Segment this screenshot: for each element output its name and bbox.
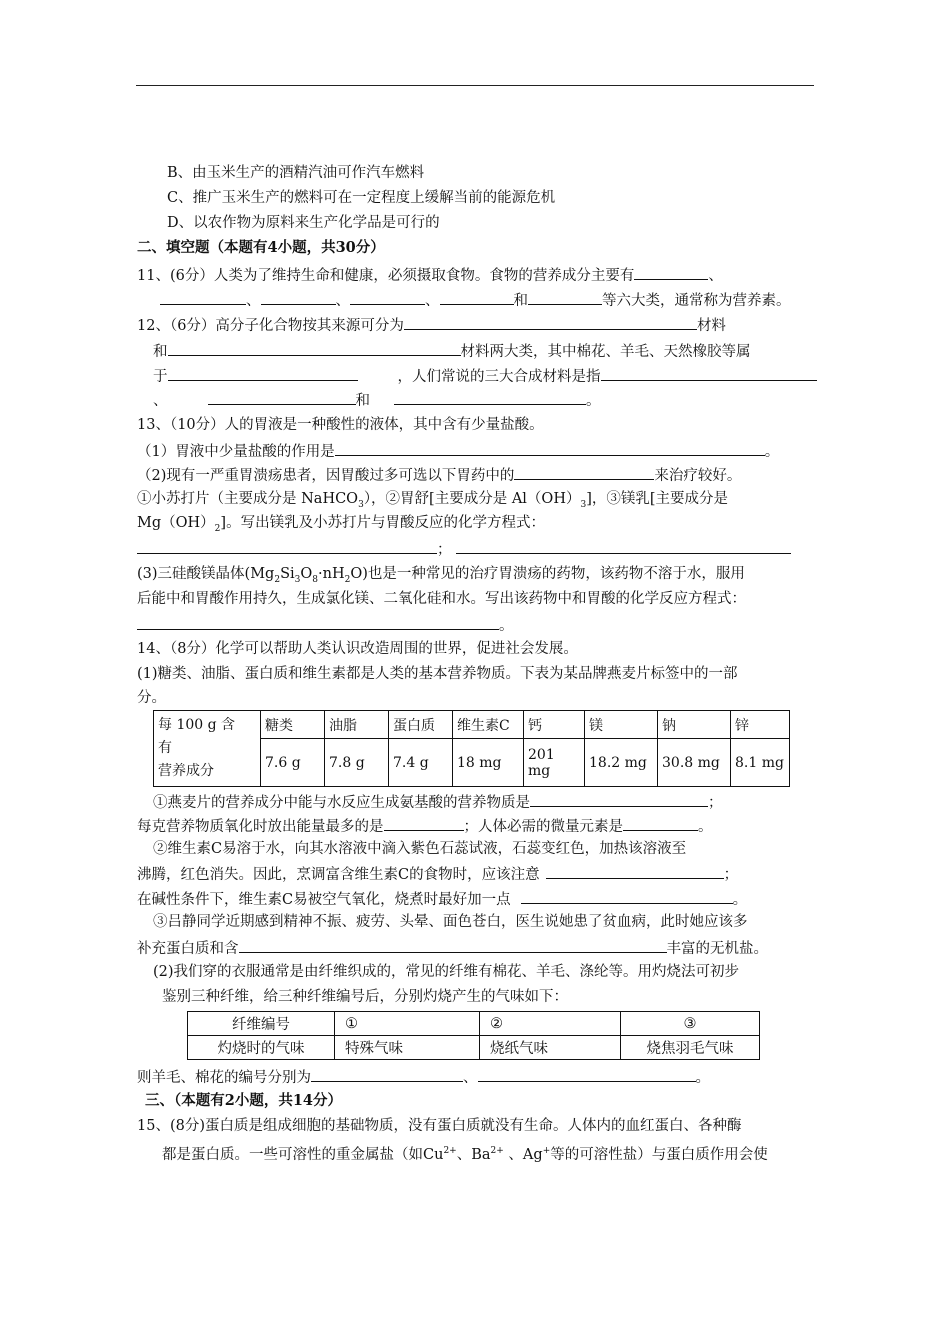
q13-p3-a: (3)三硅酸镁晶体(Mg xyxy=(137,566,275,582)
q14-s2c xyxy=(137,888,747,910)
q12-sep: 、 xyxy=(153,393,168,409)
q14-s3b xyxy=(137,937,768,959)
q14-blank-5[interactable] xyxy=(521,888,733,904)
section-3-heading: 三、（本题有2小题，共14分） xyxy=(145,1092,343,1109)
q14-blank-8[interactable] xyxy=(478,1066,696,1082)
q15-2d: 等的可溶性盐）与蛋白质作用会使 xyxy=(550,1146,768,1163)
nutrient-header: 糖类 xyxy=(261,711,325,739)
q13-blank-4[interactable] xyxy=(456,538,791,554)
q11-line1 xyxy=(137,264,723,286)
subscript: 3 xyxy=(580,499,587,510)
q15-2a: 都是蛋白质。一些可溶性的重金属盐（如Cu xyxy=(162,1146,444,1163)
nutrient-header: 维生素C xyxy=(453,711,524,739)
superscript: 2+ xyxy=(443,1146,457,1156)
q14-answer-text: 则羊毛、棉花的编号分别为 xyxy=(137,1070,311,1086)
nutrient-value: 18.2 mg xyxy=(585,739,658,787)
nutrient-value: 7.4 g xyxy=(389,739,453,787)
subscript: 2 xyxy=(214,523,221,534)
q12-blank-3[interactable] xyxy=(168,365,358,381)
q11-blank-4[interactable] xyxy=(350,289,425,305)
nutrient-value: 8.1 mg xyxy=(731,739,790,787)
q12-line4 xyxy=(153,389,601,411)
q11-blank-6[interactable] xyxy=(528,289,602,305)
q13-end: 。 xyxy=(499,618,514,634)
q13-mg-b: ]。写出镁乳及小苏打片与胃酸反应的化学方程式： xyxy=(220,515,546,531)
nutrition-table xyxy=(153,710,790,787)
q13-p2-tail: 来治疗较好。 xyxy=(654,468,742,484)
q14-semi: ； xyxy=(708,795,723,811)
q14-line1: 14、（8分）化学可以帮助人类认识改造周围的世界，促进社会发展。 xyxy=(137,641,578,657)
subscript: 2 xyxy=(274,574,281,585)
subscript: 8 xyxy=(312,574,318,585)
q14-blank-7[interactable] xyxy=(311,1066,463,1082)
fiber-cell: 烧纸气味 xyxy=(480,1036,621,1060)
q14-p2b: 鉴别三种纤维，给三种纤维编号后，分别灼烧产生的气味如下： xyxy=(162,989,568,1005)
q14-s1b xyxy=(137,815,713,837)
q13-part1 xyxy=(137,440,779,462)
nutrient-value: 7.8 g xyxy=(325,739,389,787)
q13-p2-text: （2)现有一严重胃溃疡患者，因胃酸过多可选以下胃药中的 xyxy=(137,468,515,484)
q14-s2b-text: 沸腾，红色消失。因此，烹调富含维生素C的食物时，应该注意 xyxy=(137,867,540,883)
q13-drug-b: ），②胃舒[主要成分是 Al（OH） xyxy=(363,491,581,507)
q14-blank-1[interactable] xyxy=(530,791,708,807)
q14-s3b-text: 补充蛋白质和含 xyxy=(137,941,239,957)
q15-2c: 、Ag xyxy=(503,1146,543,1163)
q13-mg xyxy=(137,513,545,539)
q11-tail: 等六大类，通常称为营养素。 xyxy=(602,293,791,309)
q11-and: 和 xyxy=(513,293,528,309)
subscript: 3 xyxy=(294,574,301,585)
subscript: 2 xyxy=(344,574,351,585)
section-2-heading: 二、填空题（本题有4小题，共30分） xyxy=(137,239,385,256)
q13-equations xyxy=(137,538,791,560)
nutrient-value: 18 mg xyxy=(453,739,524,787)
fiber-cell: 特殊气味 xyxy=(335,1036,480,1060)
q12-mid: 材料两大类，其中棉花、羊毛、天然橡胶等属 xyxy=(460,344,751,360)
q14-blank-4[interactable] xyxy=(546,863,724,879)
q12-blank-2[interactable] xyxy=(168,340,461,356)
fiber-cell: 烧焦羽毛气味 xyxy=(621,1036,760,1060)
q11-text: 11、(6分）人类为了维持生命和健康，必须摄取食物。食物的营养成分主要有 xyxy=(137,268,635,284)
q13-line1: 13、（10分）人的胃液是一种酸性的液体，其中含有少量盐酸。 xyxy=(137,417,544,433)
q12-line2 xyxy=(153,340,751,362)
q12-end: 。 xyxy=(586,393,601,409)
q13-part3-answer xyxy=(137,614,514,636)
table-corner-2: 有 xyxy=(158,740,172,756)
option-c: C、推广玉米生产的燃料可在一定程度上缓解当前的能源危机 xyxy=(167,190,556,206)
nutrient-value: 7.6 g xyxy=(261,739,325,787)
subscript: 3 xyxy=(358,499,364,510)
q14-s1a xyxy=(153,791,723,813)
q15-line1: 15、(8分)蛋白质是组成细胞的基础物质，没有蛋白质就没有生命。人体内的血红蛋白、各种酶 xyxy=(137,1118,742,1134)
q14-end: 。 xyxy=(695,1070,710,1086)
q14-period: 。 xyxy=(732,892,748,908)
fiber-cell: ③ xyxy=(621,1012,760,1036)
q14-semi: ； xyxy=(723,867,739,883)
q13-blank-2[interactable] xyxy=(514,464,654,480)
q12-blank-1[interactable] xyxy=(404,314,697,330)
q14-s3a: ③吕静同学近期感到精神不振、疲劳、头晕、面色苍白，医生说她患了贫血病，此时她应该多 xyxy=(153,914,748,930)
nutrient-header: 镁 xyxy=(585,711,658,739)
q13-drugs xyxy=(137,489,728,515)
nutrient-header: 钠 xyxy=(658,711,731,739)
nutrient-header: 蛋白质 xyxy=(389,711,453,739)
q14-blank-6[interactable] xyxy=(239,937,667,953)
fiber-cell: ① xyxy=(335,1012,480,1036)
q12-text: 12、（6分）高分子化合物按其来源可分为 xyxy=(137,318,404,334)
q13-blank-3[interactable] xyxy=(137,538,437,554)
q14-blank-2[interactable] xyxy=(384,815,464,831)
q12-blank-6[interactable] xyxy=(394,389,586,405)
q14-s1a-text: ①燕麦片的营养成分中能与水反应生成氨基酸的营养物质是 xyxy=(153,795,530,811)
q12-commonly: ，人们常说的三大合成材料是指 xyxy=(397,369,601,385)
nutrient-value: 201 mg xyxy=(524,739,585,787)
table-corner-1: 每 100 g 含 xyxy=(158,717,236,733)
q13-semi: ； xyxy=(437,542,452,558)
q14-s2c-text: 在碱性条件下，维生素C易被空气氧化，烧煮时最好加一点 xyxy=(137,892,511,908)
fiber-table xyxy=(187,1011,760,1060)
q13-mg-a: Mg（OH） xyxy=(137,515,215,531)
fiber-cell: ② xyxy=(480,1012,621,1036)
nutrient-header: 油脂 xyxy=(325,711,389,739)
q14-period: 。 xyxy=(698,819,713,835)
header-rule xyxy=(136,85,814,86)
q14-s1b-text: 每克营养物质氧化时放出能量最多的是 xyxy=(137,819,384,835)
fiber-cell: 灼烧时的气味 xyxy=(188,1036,335,1060)
nutrient-header: 钙 xyxy=(524,711,585,739)
q11-line2 xyxy=(160,289,791,311)
q11-blank-1[interactable] xyxy=(634,264,708,280)
q14-s3c-text: 丰富的无机盐。 xyxy=(666,941,768,957)
q12-line3 xyxy=(153,365,817,387)
q11-sep: 、 xyxy=(335,293,350,309)
q14-p2a: (2)我们穿的衣服通常是由纤维织成的，常见的纤维有棉花、羊毛、涤纶等。用灼烧法可初步 xyxy=(153,964,740,980)
q13-p1-text: （1）胃液中少量盐酸的作用是 xyxy=(137,444,335,460)
q14-sep: 、 xyxy=(463,1070,478,1086)
q11-blank-5[interactable] xyxy=(440,289,514,305)
table-corner-3: 营养成分 xyxy=(158,763,214,779)
q12-blank-5[interactable] xyxy=(208,389,356,405)
q13-blank-1[interactable] xyxy=(335,440,765,456)
q11-blank-3[interactable] xyxy=(261,289,336,305)
option-d: D、以农作物为原料来生产化学品是可行的 xyxy=(167,215,440,231)
q14-s2b xyxy=(137,863,738,885)
q14-s1c-text: ；人体必需的微量元素是 xyxy=(463,819,623,835)
q15-2b: 、Ba xyxy=(456,1146,491,1163)
q12-and2: 和 xyxy=(355,393,370,409)
nutrition-header-cell xyxy=(154,711,261,787)
q11-sep: 、 xyxy=(246,293,261,309)
q11-sep: 、 xyxy=(708,268,723,284)
superscript: 2+ xyxy=(490,1146,504,1156)
option-b: B、由玉米生产的酒精汽油可作汽车燃料 xyxy=(167,165,425,181)
q11-blank-2[interactable] xyxy=(160,289,246,305)
q13-part3-line2: 后能中和胃酸作用持久，生成氯化镁、二氧化硅和水。写出该药物中和胃酸的化学反应方程式： xyxy=(137,591,746,607)
q12-line1 xyxy=(137,314,726,336)
nutrient-value: 30.8 mg xyxy=(658,739,731,787)
q14-p1a: (1)糖类、油脂、蛋白质和维生素都是人类的基本营养物质。下表为某品牌燕麦片标签中的一部 xyxy=(137,666,738,682)
q12-belong: 于 xyxy=(153,369,168,385)
q14-s2a: ②维生素C易溶于水，向其水溶液中滴入紫色石蕊试液，石蕊变红色，加热该溶液至 xyxy=(153,841,687,857)
q13-p3-c: O)也是一种常见的治疗胃溃疡的药物，该药物不溶于水，服用 xyxy=(350,566,745,582)
q14-answer xyxy=(137,1066,710,1088)
q12-blank-4[interactable] xyxy=(601,365,817,381)
q14-blank-3[interactable] xyxy=(623,815,698,831)
q13-drug-a: ①小苏打片（主要成分是 NaHCO xyxy=(137,491,359,507)
superscript: + xyxy=(542,1146,551,1156)
q11-sep: 、 xyxy=(425,293,440,309)
q13-part2 xyxy=(137,464,741,486)
nutrient-header: 锌 xyxy=(731,711,790,739)
q13-part3: (3)三硅酸镁晶体$(Mg_2Si_3O_8\cdot nH_2O)$也是一种常见的治疗胃溃疡的药物，该药物不溶于水，服用 xyxy=(137,566,745,585)
q15-line2 xyxy=(162,1141,768,1165)
q12-and: 和 xyxy=(153,344,168,360)
q13-end: 。 xyxy=(764,444,780,460)
fiber-cell: 纤维编号 xyxy=(188,1012,335,1036)
q13-blank-5[interactable] xyxy=(137,614,499,630)
q14-p1b: 分。 xyxy=(137,690,166,706)
q12-material: 材料 xyxy=(696,318,726,334)
q13-drug-c: ]，③镁乳[主要成分是 xyxy=(586,491,729,507)
q13-p3-b: ·nH xyxy=(318,566,345,582)
